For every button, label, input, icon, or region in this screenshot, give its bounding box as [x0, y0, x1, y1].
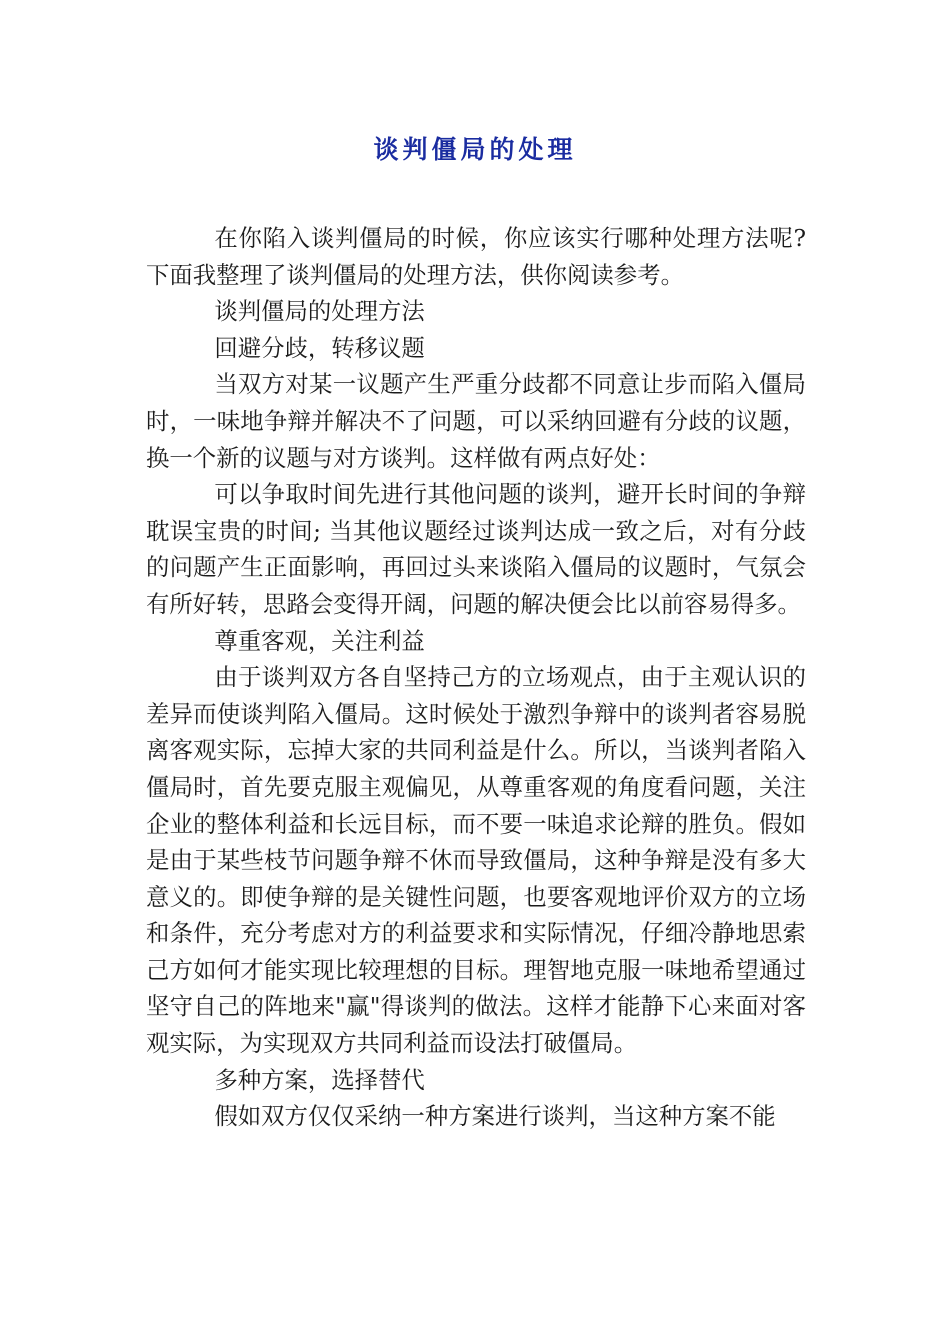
paragraph-intro: 在你陷入谈判僵局的时候，你应该实行哪种处理方法呢?下面我整理了谈判僵局的处理方法，供你阅读参考。	[146, 224, 806, 289]
document-body	[146, 220, 806, 1135]
subheading-respect-objectivity: 尊重客观，关注利益	[214, 626, 425, 655]
subheading-multiple-options: 多种方案，选择替代	[214, 1065, 425, 1094]
subheading-avoid-divergence: 回避分歧，转移议题	[214, 333, 425, 362]
paragraph-respect-objectivity: 由于谈判双方各自坚持己方的立场观点，由于主观认识的差异而使谈判陷入僵局。这时候处于激烈争辩中的谈判者容易脱离客观实际，忘掉大家的共同利益是什么。所以，当谈判者陷入僵局时，首先要克服主观偏见，从尊重客观的角度看问题，关注企业的整体利益和长远目标，而不要一味追求论辩的胜负。假如是由于某些枝节问题争辩不休而导致僵局，这种争辩是没有多大意义的。即使争辩的是关键性问题，也要客观地评价双方的立场和条件，充分考虑对方的利益要求和实际情况，仔细冷静地思索己方如何才能实现比较理想的目标。理智地克服一味地希望通过坚守自己的阵地来"赢"得谈判的做法。这样才能静下心来面对客观实际，为实现双方共同利益而设法打破僵局。	[146, 663, 806, 1058]
paragraph-multiple-options: 假如双方仅仅采纳一种方案进行谈判，当这种方案不能	[214, 1102, 776, 1131]
document-title: 谈判僵局的处理	[373, 135, 577, 164]
section-heading-methods: 谈判僵局的处理方法	[214, 297, 425, 326]
paragraph-benefits: 可以争取时间先进行其他问题的谈判，避开长时间的争辩耽误宝贵的时间; 当其他议题经过谈判达成一致之后，对有分歧的问题产生正面影响，再回过头来谈陷入僵局的议题时，气氛会有所好转，思路会变得开阔，问题的解决便会比以前容易得多。	[146, 480, 806, 618]
paragraph-avoid-divergence: 当双方对某一议题产生严重分歧都不同意让步而陷入僵局时，一味地争辩并解决不了问题，可以采纳回避有分歧的议题，换一个新的议题与对方谈判。这样做有两点好处：	[146, 370, 806, 472]
